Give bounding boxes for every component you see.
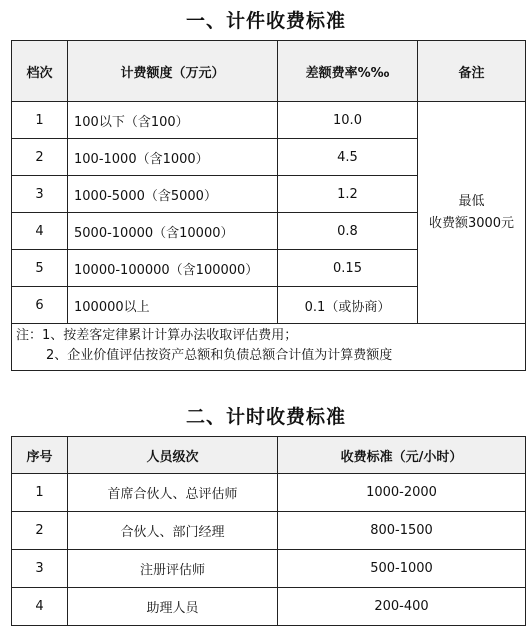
role-cell: 首席合伙人、总评估师 (68, 474, 278, 512)
range-cell: 100000以上 (68, 287, 278, 324)
role-cell: 助理人员 (68, 588, 278, 626)
range-cell: 100以下（含100） (68, 102, 278, 139)
level-cell: 5 (12, 250, 68, 287)
section1-title: 一、计件收费标准 (185, 10, 346, 32)
table-row (12, 588, 526, 626)
rate-cell: 0.1（或协商） (278, 287, 418, 324)
note-cell (12, 324, 526, 371)
table-row (12, 550, 526, 588)
no-cell: 4 (12, 588, 68, 626)
fee-cell: 200-400 (278, 588, 526, 626)
no-cell: 2 (12, 512, 68, 550)
header-rate: 差额费率%‰ (278, 41, 418, 102)
header-role: 人员级次 (68, 437, 278, 474)
note-line2: 2、企业价值评估按资产总额和负债总额合计值为计算费额度 (46, 348, 393, 363)
role-cell: 合伙人、部门经理 (68, 512, 278, 550)
range-cell: 100-1000（含1000） (68, 139, 278, 176)
remark-line2: 收费额3000元 (428, 215, 515, 231)
table-row (12, 102, 526, 139)
fee-cell: 1000-2000 (278, 474, 526, 512)
level-cell: 3 (12, 176, 68, 213)
rate-cell: 0.15 (278, 250, 418, 287)
note-row (12, 324, 526, 371)
hourly-fee-table (11, 436, 526, 626)
no-cell: 3 (12, 550, 68, 588)
role-cell: 注册评估师 (68, 550, 278, 588)
table-header-row (12, 437, 526, 474)
remark-line1: 最低 (458, 193, 485, 209)
fee-cell: 500-1000 (278, 550, 526, 588)
rate-cell: 4.5 (278, 139, 418, 176)
rate-cell: 10.0 (278, 102, 418, 139)
header-remark: 备注 (418, 41, 526, 102)
table-header-row (12, 41, 526, 102)
piece-fee-table (11, 40, 526, 371)
level-cell: 4 (12, 213, 68, 250)
section2-title: 二、计时收费标准 (185, 406, 346, 428)
header-fee: 收费标准（元/小时） (278, 437, 526, 474)
note-line1: 注：1、按差客定律累计计算办法收取评估费用； (16, 328, 298, 343)
no-cell: 1 (12, 474, 68, 512)
level-cell: 1 (12, 102, 68, 139)
header-no: 序号 (12, 437, 68, 474)
range-cell: 10000-100000（含100000） (68, 250, 278, 287)
level-cell: 6 (12, 287, 68, 324)
header-level: 档次 (12, 41, 68, 102)
level-cell: 2 (12, 139, 68, 176)
range-cell: 5000-10000（含10000） (68, 213, 278, 250)
table-row (12, 474, 526, 512)
remark-cell (418, 102, 526, 324)
range-cell: 1000-5000（含5000） (68, 176, 278, 213)
fee-cell: 800-1500 (278, 512, 526, 550)
rate-cell: 1.2 (278, 176, 418, 213)
table-row (12, 512, 526, 550)
rate-cell: 0.8 (278, 213, 418, 250)
header-range: 计费额度（万元） (68, 41, 278, 102)
